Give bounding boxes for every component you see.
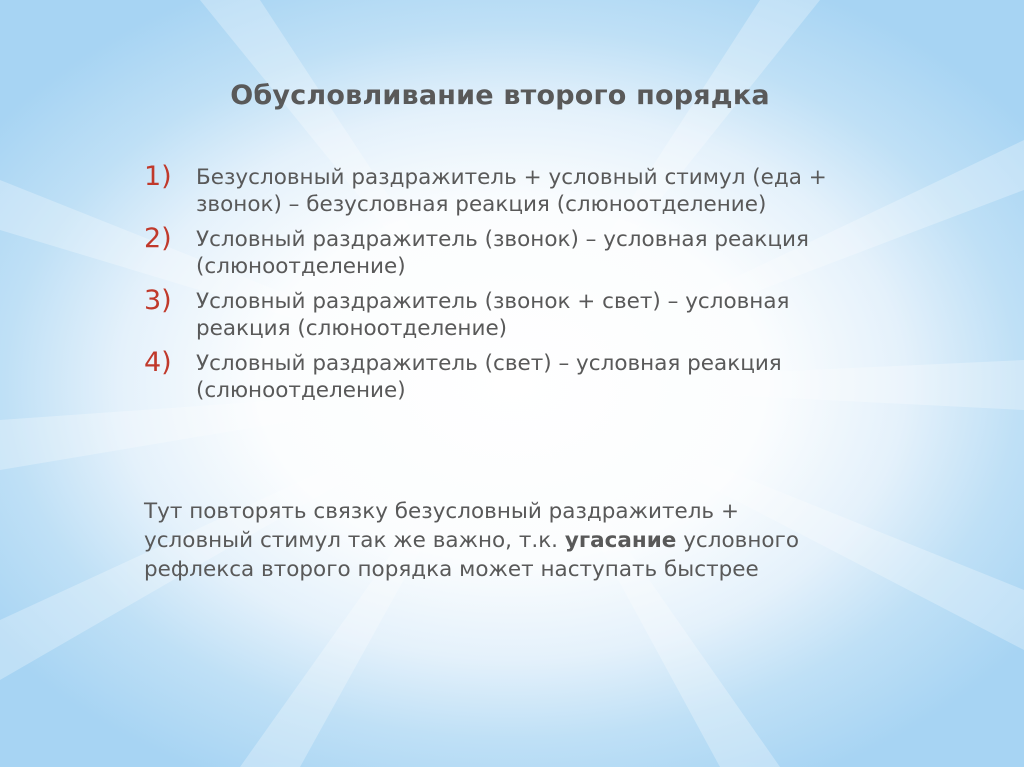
list-item-number: 1) xyxy=(144,161,172,192)
numbered-list xyxy=(144,161,844,412)
explanation-paragraph xyxy=(144,497,844,584)
list-item-number: 2) xyxy=(144,223,172,254)
list-item-text: Условный раздражитель (звонок + свет) – условная реакция (слюноотделение) xyxy=(196,289,790,341)
note-text-before: Тут повторять связку безусловный раздражитель + условный стимул так же важно, т.к. xyxy=(144,499,739,553)
list-item-number: 3) xyxy=(144,285,172,316)
list-item xyxy=(144,285,844,342)
list-item-text: Условный раздражитель (звонок) – условная реакция (слюноотделение) xyxy=(196,227,809,279)
list-item-text: Условный раздражитель (свет) – условная реакция (слюноотделение) xyxy=(196,351,782,403)
note-text-after: условного рефлекса второго порядка может наступать быстрее xyxy=(144,528,799,582)
list-item xyxy=(144,223,844,280)
list-item xyxy=(144,161,844,218)
list-item-text: Безусловный раздражитель + условный стимул (еда + звонок) – безусловная реакция (слюноотделение) xyxy=(196,165,827,217)
slide-title: Обусловливание второго порядка xyxy=(230,80,770,111)
list-item xyxy=(144,347,844,404)
note-bold-term: угасание xyxy=(564,528,677,553)
list-item-number: 4) xyxy=(144,347,172,378)
